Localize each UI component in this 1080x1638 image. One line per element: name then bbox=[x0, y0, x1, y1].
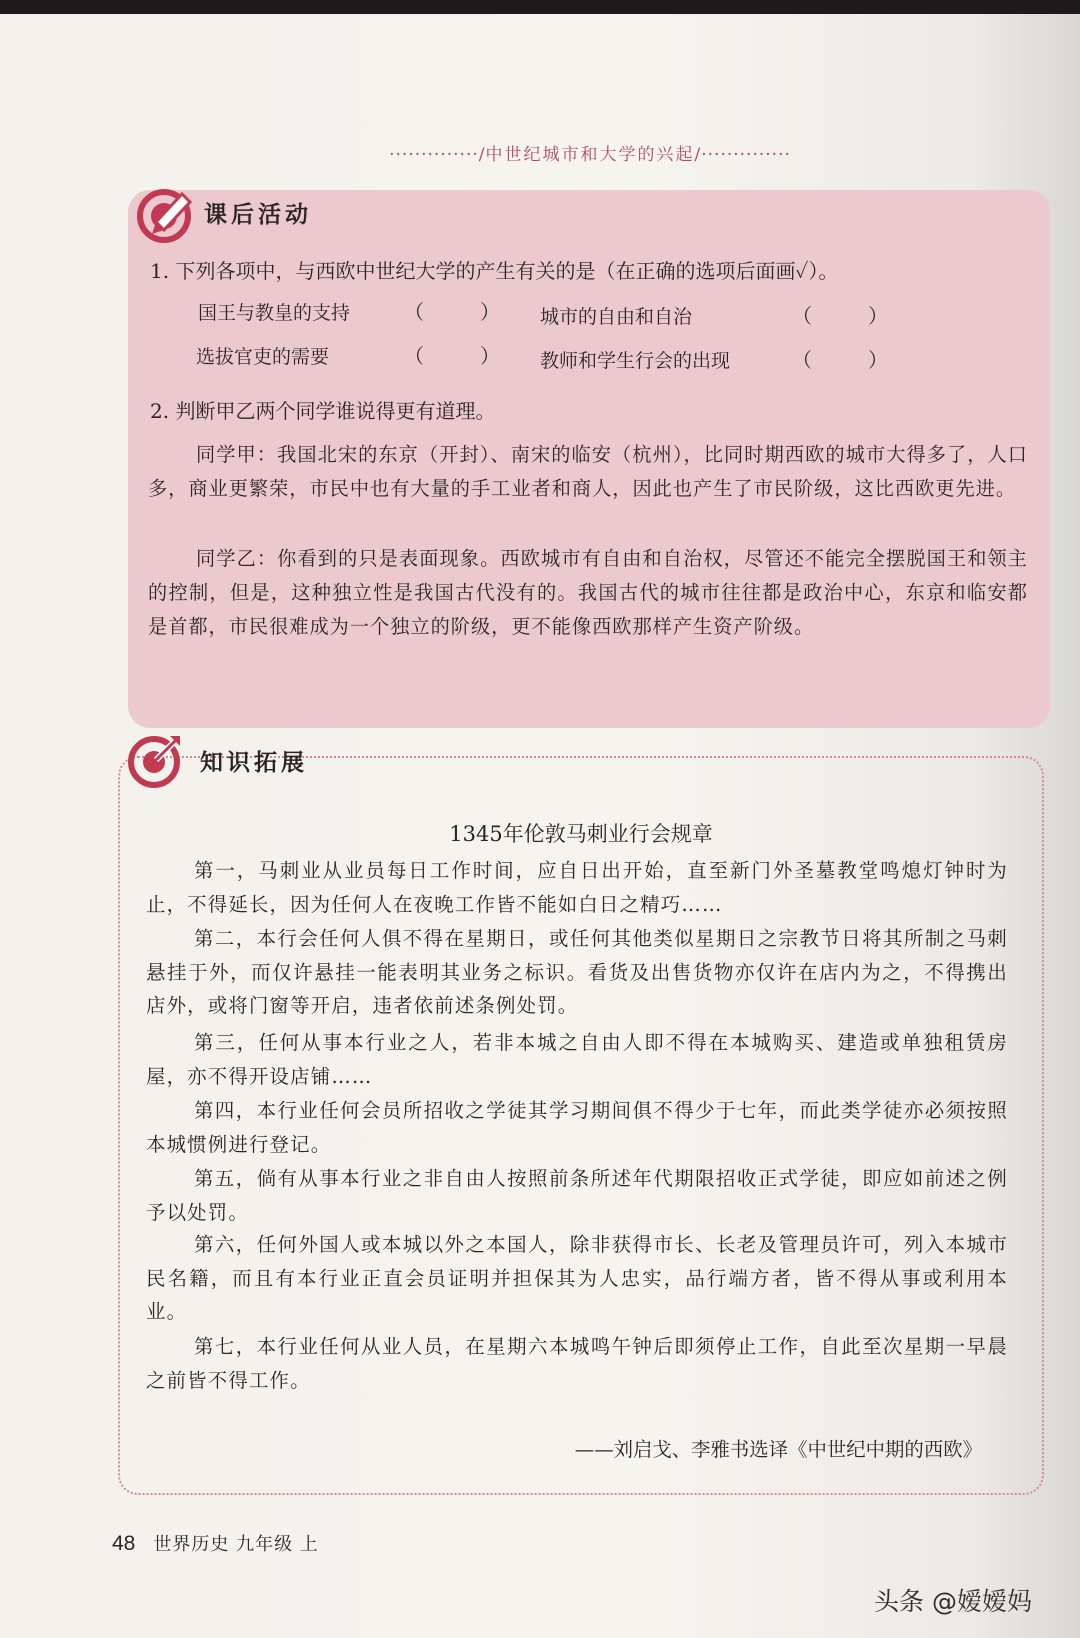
option-4: 教师和学生行会的出现 bbox=[540, 350, 731, 372]
article-1: 第一，马刺业从业员每日工作时间，应自日出开始，直至新门外圣墓教堂鸣熄灯钟时为止，不得延长，因为任何人在夜晚工作皆不能如白日之精巧…… bbox=[146, 859, 1008, 916]
page-footer bbox=[112, 1530, 319, 1556]
book-title: 世界历史 九年级 上 bbox=[153, 1534, 319, 1555]
section-title: 知识拓展 bbox=[200, 750, 308, 776]
knowledge-extension-box bbox=[118, 750, 1044, 1495]
option-1: 国王与教皇的支持 bbox=[198, 302, 351, 324]
after-class-activity-box bbox=[128, 190, 1050, 728]
student-a-statement: 同学甲：我国北宋的东京（开封）、南宋的临安（杭州），比同时期西欧的城市大得多了，人口多，商业更繁荣，市民中也有大量的手工业者和商人，因此也产生了市民阶级，这比西欧更先进。 bbox=[148, 443, 1028, 500]
answer-blank-4[interactable]: （） bbox=[792, 348, 944, 372]
answer-blank-2[interactable]: （） bbox=[792, 304, 944, 328]
student-b-statement: 同学乙：你看到的只是表面现象。西欧城市有自由和自治权，尽管还不能完全摆脱国王和领主的控制，但是，这种独立性是我国古代没有的。我国古代的城市往往都是政治中心，东京和临安都是首都，市民很难成为一个独立的阶级，更不能像西欧那样产生资产阶级。 bbox=[148, 547, 1028, 638]
page-number: 48 bbox=[112, 1532, 136, 1555]
answer-blank-3[interactable]: （） bbox=[404, 344, 556, 368]
article-7: 第七，本行业任何从业人员，在星期六本城鸣午钟后即须停止工作，自此至次星期一早晨之前皆不得工作。 bbox=[146, 1335, 1008, 1392]
watermark: 头条 @嫒嫒妈 bbox=[874, 1587, 1032, 1616]
article-3: 第三，任何从事本行业之人，若非本城之自由人即不得在本城购买、建造或单独租赁房屋，亦不得开设店铺…… bbox=[146, 1031, 1008, 1088]
option-3: 选拔官吏的需要 bbox=[196, 346, 330, 368]
source-citation: ——刘启戈、李雅书选译《中世纪中期的西欧》 bbox=[574, 1438, 982, 1461]
target-arrow-icon bbox=[126, 730, 186, 790]
option-2: 城市的自由和自治 bbox=[540, 306, 693, 328]
pencil-target-icon bbox=[136, 184, 196, 244]
article-6: 第六，任何外国人或本城以外之本国人，除非获得市长、长老及管理员许可，列入本城市民名籍，而且有本行业正直会员证明并担保其为人忠实，品行端方者，皆不得从事或利用本业。 bbox=[146, 1233, 1008, 1323]
answer-blank-1[interactable]: （） bbox=[404, 300, 556, 324]
top-edge bbox=[0, 0, 1080, 14]
question-1: 1. 下列各项中，与西欧中世纪大学的产生有关的是（在正确的选项后面画✓）。 bbox=[150, 259, 839, 283]
article-2: 第二，本行会任何人俱不得在星期日，或任何其他类似星期日之宗教节日将其所制之马刺悬挂于外，而仅许悬挂一能表明其业务之标识。看货及出售货物亦仅许在店内为之，不得携出店外，或将门窗等开启，违者依前述条例处罚。 bbox=[146, 927, 1008, 1017]
section-title: 课后活动 bbox=[204, 202, 312, 228]
regulation-heading: 1345年伦敦马刺业行会规章 bbox=[449, 822, 713, 846]
article-5: 第五，倘有从事本行业之非自由人按照前条所述年代期限招收正式学徒，即应如前述之例予以处罚。 bbox=[146, 1167, 1008, 1224]
running-head: ··············/中世纪城市和大学的兴起/·············· bbox=[389, 145, 791, 165]
question-2: 2. 判断甲乙两个同学谁说得更有道理。 bbox=[150, 399, 496, 423]
running-head-text: 中世纪城市和大学的兴起 bbox=[485, 145, 695, 165]
article-4: 第四，本行业任何会员所招收之学徒其学习期间俱不得少于七年，而此类学徒亦必须按照本城惯例进行登记。 bbox=[146, 1099, 1008, 1156]
